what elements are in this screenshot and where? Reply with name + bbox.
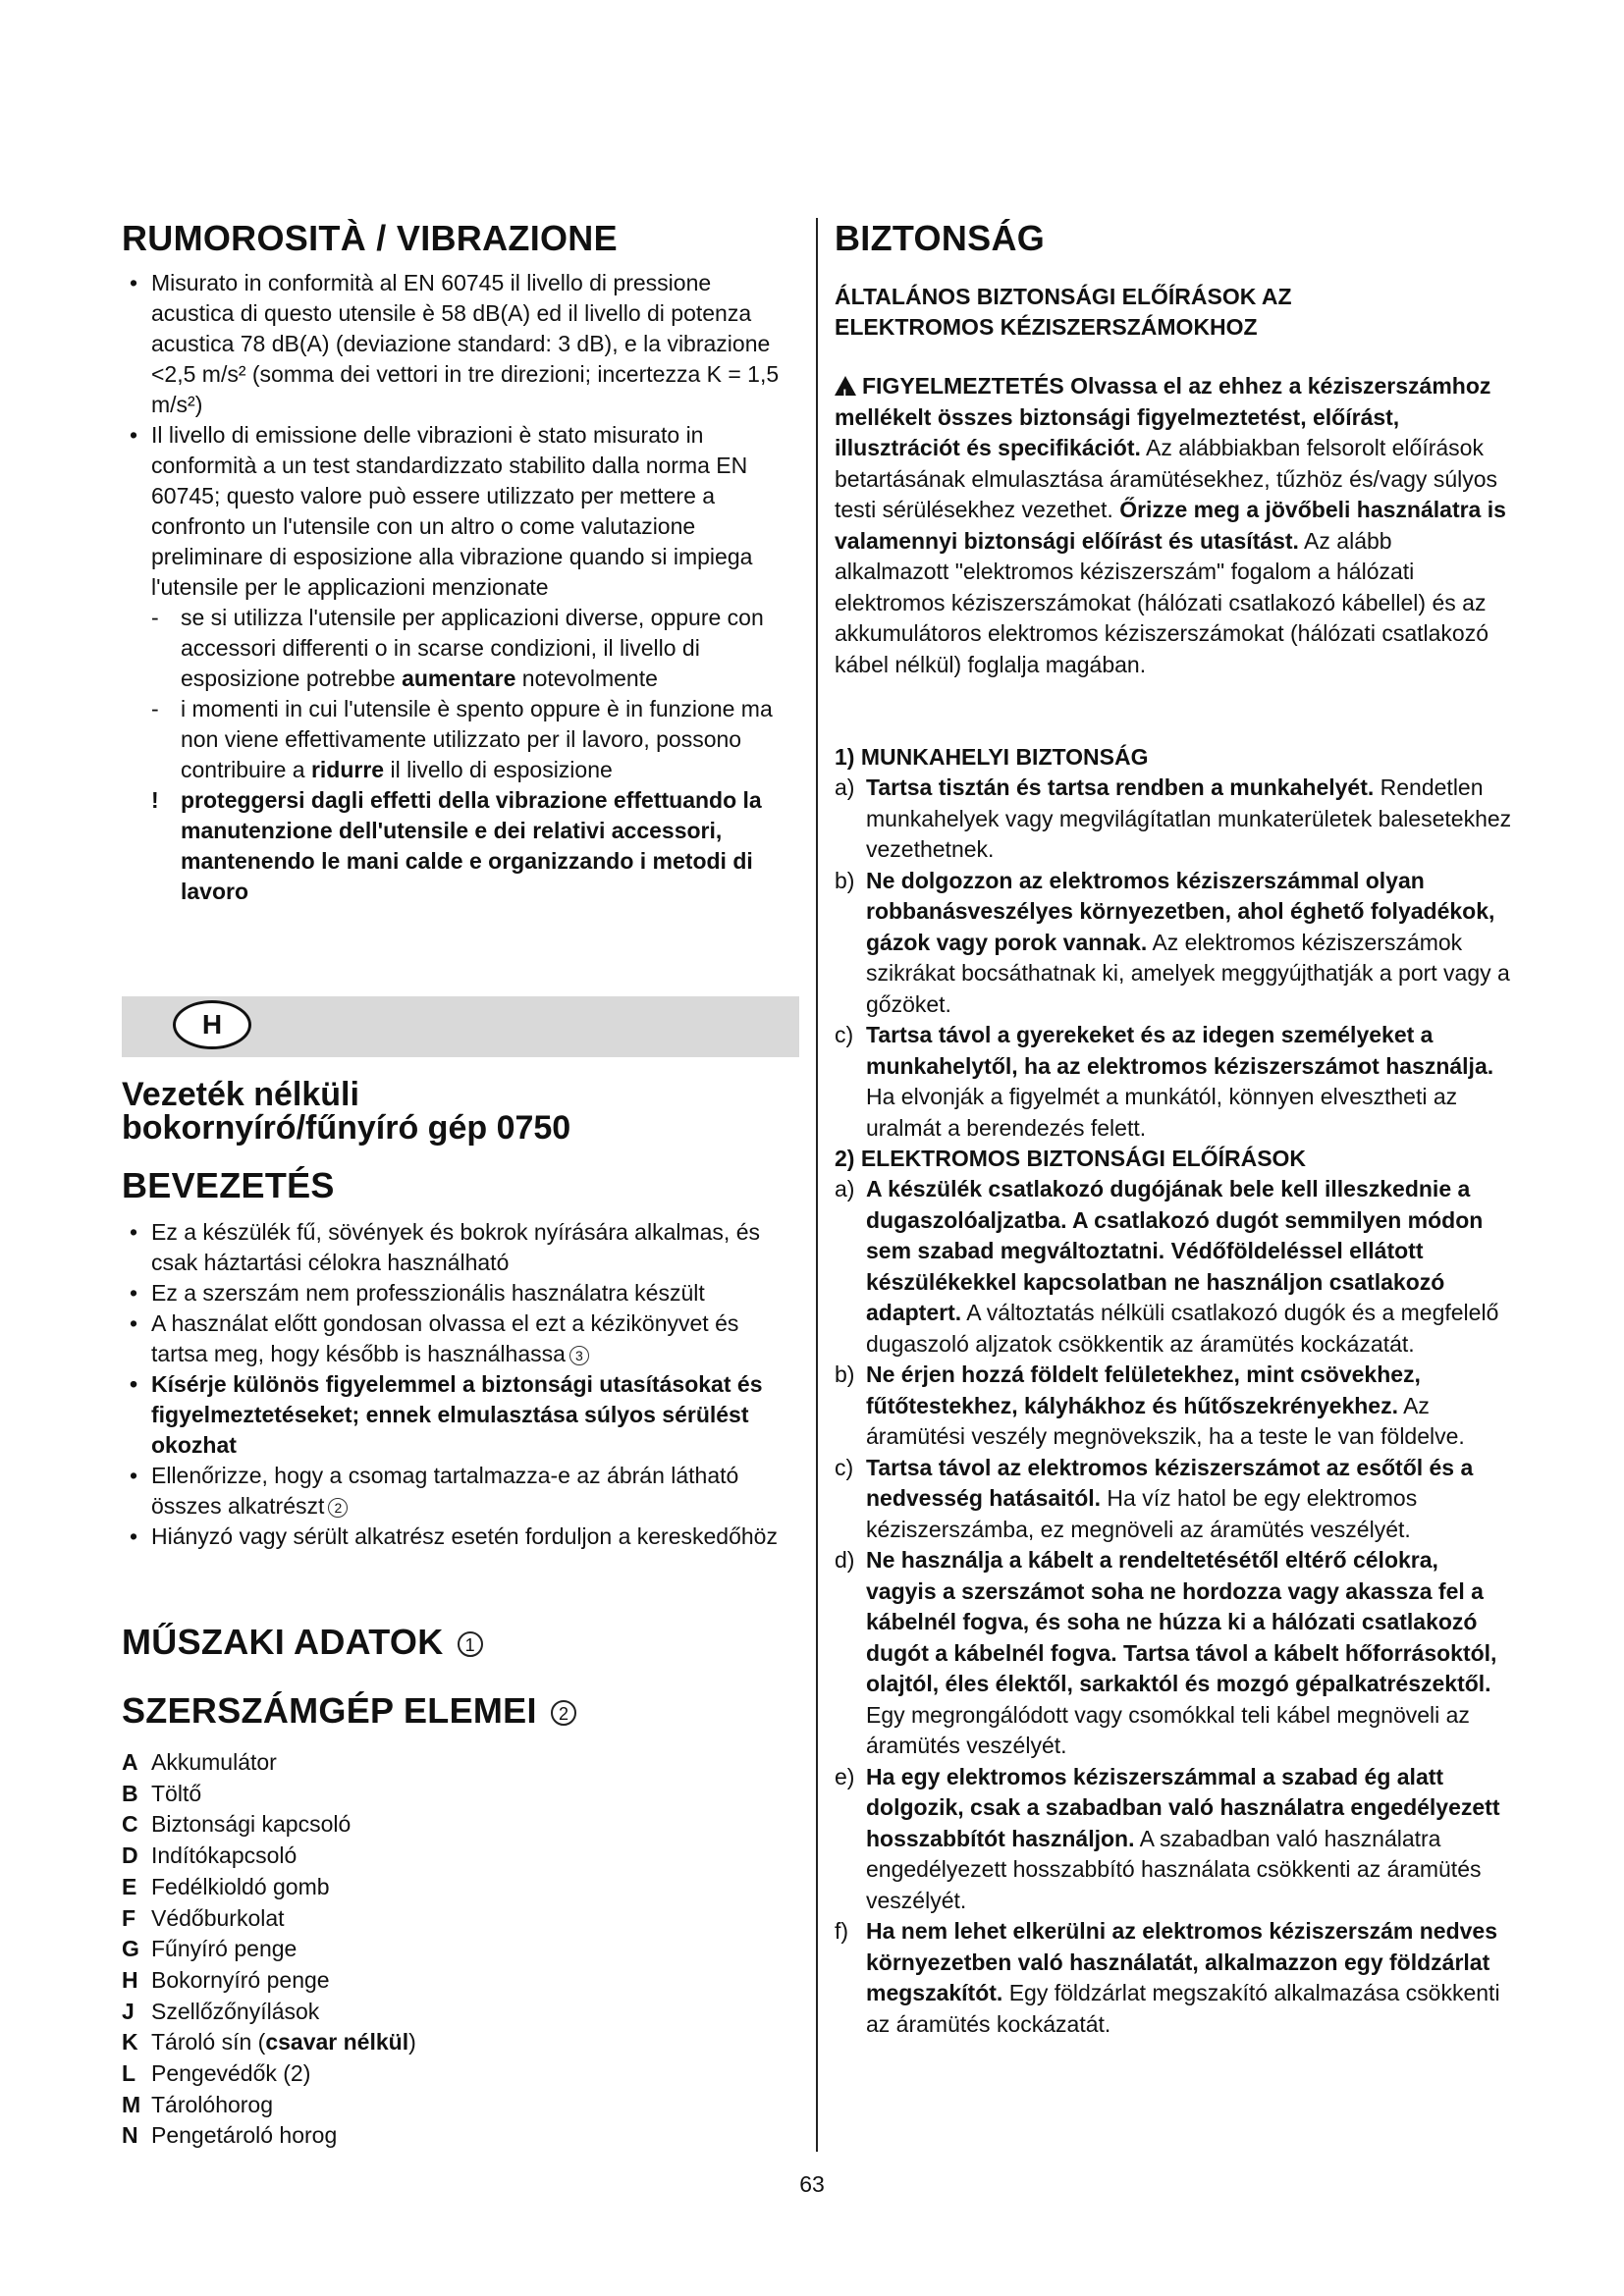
part-key: A	[122, 1749, 138, 1775]
figure-ref: 2	[551, 1700, 576, 1726]
list-item	[122, 603, 799, 694]
list-item-text: A használat előtt gondosan olvassa el ezt a kézikönyvet és tartsa meg, hogy később is használhassa	[151, 1310, 739, 1366]
list-item	[122, 1872, 416, 1903]
figure-ref: 2	[328, 1498, 348, 1518]
list-item	[835, 1545, 1512, 1762]
dash-text: il livello di esposizione	[384, 757, 613, 782]
item-text: Egy megrongálódott vagy csomókkal teli kábel megnöveli az áramütés veszélyét.	[866, 1701, 1470, 1758]
list-item	[122, 1308, 799, 1369]
list-item-text: Ellenőrizze, hogy a csomag tartalmazza-e az ábrán látható összes alkatrészt	[151, 1463, 739, 1519]
part-label: Szellőzőnyílások	[151, 1998, 320, 2024]
part-label: Tároló sín (	[151, 2029, 266, 2056]
warning-bold: FIGYELMEZTETÉS Olvassa el az ehhez a kéziszerszámhoz mellékelt összes biztonsági figyelmeztetést, előírást, illusztrációt és specifikációt.	[835, 373, 1491, 460]
section-title-intro: BEVEZETÉS	[122, 1165, 335, 1205]
part-key: J	[122, 1998, 135, 2024]
list-item	[122, 1903, 416, 1935]
dash-marker: -	[151, 696, 159, 721]
exclamation-marker: !	[151, 787, 159, 813]
list-item: • Ez a készülék fű, sövények és bokrok nyírására alkalmas, és csak háztartási célokra használható	[122, 1217, 799, 1278]
warning-text: Az alábbiakban felsorolt előírások betartásának elmulasztása áramütésekhez, tűzhöz és/vagy súlyos testi sérülésekhez vezethet.	[835, 435, 1498, 522]
list-item	[122, 2027, 416, 2058]
dash-text: se si utilizza l'utensile per applicazioni diverse, oppure con accessori differenti o in scarse condizioni, il livello di esposizione potrebbe	[181, 605, 764, 691]
part-key: F	[122, 1904, 136, 1931]
list-item: • Hiányzó vagy sérült alkatrész esetén forduljon a kereskedőhöz	[122, 1522, 799, 1552]
list-item	[835, 1453, 1512, 1546]
language-band	[122, 996, 799, 1057]
item-bold: Ne használja a kábelt a rendeltetésétől eltérő célokra, vagyis a szerszámot soha ne hordozza vagy akassza fel a kábelnél fogva, és soha ne húzza ki a hálózati csatlakozó dugót a kábelnél fogva. Tartsa távol a kábelt hőforrásoktól, olajtól, éles élektől, sarkaktól és mozgó gépalkatrészektől.	[866, 1547, 1497, 1696]
section-title-parts	[122, 1690, 576, 1732]
list-item	[835, 1174, 1512, 1360]
dash-text: notevolmente	[515, 666, 658, 691]
list-item	[122, 1809, 416, 1841]
part-key: H	[122, 1966, 138, 1993]
item-text: Ha víz hatol be egy elektromos kéziszerszámba, ez megnöveli az áramütés veszélyét.	[866, 1485, 1418, 1542]
item-bold: Ha egy elektromos kéziszerszámmal a szabad ég alatt dolgozik, csak a szabadban való használatra engedélyezett hosszabbítót használjon.	[866, 1763, 1500, 1851]
list-item	[122, 1965, 416, 1997]
warning-icon: !	[835, 376, 856, 396]
warning-paragraph	[835, 371, 1512, 680]
list-item	[122, 2120, 416, 2152]
dash-bold: ridurre	[310, 757, 385, 782]
list-item	[835, 1020, 1512, 1144]
part-label-bold: csavar nélkül	[265, 2029, 409, 2056]
item-text: A szabadban való használatra engedélyezett hosszabbító használata csökkenti az áramütés veszélyét.	[866, 1825, 1482, 1913]
item-marker: a)	[835, 774, 855, 800]
item-bold: Tartsa tisztán és tartsa rendben a munkahelyét.	[866, 774, 1375, 800]
part-label: Töltő	[151, 1780, 202, 1806]
part-label: Biztonsági kapcsoló	[151, 1811, 352, 1838]
list-item	[122, 2090, 416, 2121]
list-item	[122, 694, 799, 785]
part-label: Pengevédők (2)	[151, 2060, 311, 2087]
part-key: C	[122, 1811, 138, 1838]
part-label: Pengetároló horog	[151, 2122, 338, 2149]
item-text: Egy földzárlat megszakító alkalmazása csökkenti az áramütés kockázatát.	[866, 1980, 1500, 2037]
figure-ref: 3	[569, 1346, 589, 1365]
parts-title-text: SZERSZÁMGÉP ELEMEI	[122, 1690, 537, 1731]
part-label: Bokornyíró penge	[151, 1966, 330, 1993]
product-title-line: Vezeték nélküli	[122, 1076, 359, 1113]
list-item	[122, 1997, 416, 2028]
list-item	[835, 773, 1512, 866]
item-marker: b)	[835, 1362, 855, 1387]
item-marker: c)	[835, 1454, 854, 1480]
parts-list	[122, 1747, 416, 2152]
part-key: D	[122, 1842, 138, 1869]
warning-text: Az alább alkalmazott "elektromos kéziszerszám" fogalom a hálózati elektromos kéziszerszámokat (hálózati csatlakozó kábellel) és az akkumulátoros elektromos kéziszerszámokat (hálózati csatlakozó kábel nélkül) foglalja magában.	[835, 527, 1489, 677]
vibration-list	[122, 268, 799, 907]
item-marker: f)	[835, 1918, 849, 1944]
language-badge: H	[173, 1000, 251, 1049]
item-marker: c)	[835, 1022, 854, 1047]
list-item	[122, 1934, 416, 1965]
item-text: Ha elvonják a figyelmét a munkától, könnyen elvesztheti az uralmát a berendezés felett.	[866, 1084, 1458, 1141]
excl-text: proteggersi dagli effetti della vibrazione effettuando la manutenzione dell'utensile e dei relativi accessori, mantenendo le mani calde e organizzando i metodi di lavoro	[181, 787, 762, 904]
page-number: 63	[799, 2171, 825, 2197]
item-text: Rendetlen munkahelyek vagy megvilágítatlan munkaterületek balesetekhez vezethetnek.	[866, 774, 1512, 862]
list-item	[122, 785, 799, 907]
part-key: K	[122, 2029, 138, 2056]
list-item	[835, 1916, 1512, 2040]
safety-subtitle: ÁLTALÁNOS BIZTONSÁGI ELŐÍRÁSOK AZ ELEKTROMOS KÉZISZERSZÁMOKHOZ	[835, 284, 1292, 340]
figure-ref: 1	[458, 1631, 483, 1657]
part-key: G	[122, 1936, 139, 1962]
safety-rules	[835, 742, 1512, 2040]
part-key: M	[122, 2091, 141, 2117]
part-label: Indítókapcsoló	[151, 1842, 298, 1869]
subsection-title: 1) MUNKAHELYI BIZTONSÁG	[835, 744, 1149, 770]
dash-bold: aumentare	[402, 666, 516, 691]
part-label: Fedélkioldó gomb	[151, 1873, 330, 1899]
section-title-safety: BIZTONSÁG	[835, 218, 1046, 258]
list-item: • Misurato in conformità al EN 60745 il livello di pressione acustica di questo utensile è 58 dB(A) ed il livello di potenza acustica 78 dB(A) (deviazione standard: 3 dB), e la vibrazione <2,5 m/s² (somma dei vettori in tre direzioni; incertezza K = 1,5 m/s²)	[122, 268, 799, 420]
item-bold: Ne érjen hozzá földelt felületekhez, mint csövekhez, fűtőtestekhez, kályhákhoz és hűtőszekrényekhez.	[866, 1362, 1421, 1418]
column-divider	[816, 218, 818, 2152]
section-title-tech-data	[122, 1622, 483, 1663]
item-marker: a)	[835, 1176, 855, 1201]
list-item	[122, 1779, 416, 1810]
list-item: • Il livello di emissione delle vibrazioni è stato misurato in conformità a un test standardizzato stabilito dalla norma EN 60745; questo valore può essere utilizzato per mettere a confronto un l'utensile con un altro o come valutazione preliminare di esposizione alla vibrazione quando si impiega l'utensile per le applicazioni menzionate	[122, 420, 799, 603]
part-label: Fűnyíró penge	[151, 1936, 298, 1962]
list-item: • Kísérje különös figyelemmel a biztonsági utasításokat és figyelmeztetéseket; ennek elmulasztása súlyos sérülést okozhat	[122, 1369, 799, 1461]
item-text: A változtatás nélküli csatlakozó dugók és a megfelelő dugaszoló aljzatok csökkentik az áramütés kockázatát.	[866, 1300, 1499, 1357]
dash-marker: -	[151, 605, 159, 630]
part-key: E	[122, 1873, 137, 1899]
part-key: N	[122, 2122, 138, 2149]
dash-text: i momenti in cui l'utensile è spento oppure è in funzione ma non viene effettivamente utilizzato per il lavoro, possono contribuire a	[181, 696, 773, 782]
list-item	[835, 866, 1512, 1021]
warning-bold: Őrizze meg a jövőbeli használatra is valamennyi biztonsági előírást és utasítást.	[835, 497, 1506, 554]
list-item	[122, 2058, 416, 2090]
list-item	[122, 1841, 416, 1872]
part-label: )	[408, 2029, 416, 2056]
item-text: Az áramütési veszély megnövekszik, ha a teste le van földelve.	[866, 1392, 1465, 1449]
intro-list	[122, 1217, 799, 1552]
item-marker: d)	[835, 1547, 855, 1573]
list-item: • Ez a szerszám nem professzionális használatra készült	[122, 1278, 799, 1308]
product-title-line: bokornyíró/fűnyíró gép 0750	[122, 1109, 571, 1147]
subsection-title: 2) ELEKTROMOS BIZTONSÁGI ELŐÍRÁSOK	[835, 1146, 1307, 1171]
item-bold: A készülék csatlakozó dugójának bele kell illeszkednie a dugaszolóaljzatba. A csatlakozó dugót semmilyen módon sem szabad megváltoztatni. Védőföldeléssel ellátott készülékekkel kapcsolatban ne használjon csatlakozó adaptert.	[866, 1176, 1484, 1325]
list-item	[122, 1461, 799, 1522]
list-item	[835, 1762, 1512, 1917]
list-item	[835, 1360, 1512, 1453]
item-bold: Tartsa távol a gyerekeket és az idegen személyeket a munkahelytől, ha az elektromos kéziszerszámot használja.	[866, 1022, 1494, 1079]
section-title-noise-vibration: RUMOROSITÀ / VIBRAZIONE	[122, 218, 618, 258]
item-bold: Ha nem lehet elkerülni az elektromos kéziszerszám nedves környezetben való használatát, alkalmazzon egy földzárlat megszakítót.	[866, 1918, 1498, 2005]
part-label: Védőburkolat	[151, 1904, 285, 1931]
part-label: Akkumulátor	[151, 1749, 277, 1775]
part-key: L	[122, 2060, 136, 2087]
item-text: Az elektromos kéziszerszámok szikrákat bocsáthatnak ki, amelyek meggyújthatják a port vagy a gőzöket.	[866, 929, 1510, 1017]
product-title	[122, 1078, 570, 1145]
list-item	[122, 1747, 416, 1779]
item-bold: Ne dolgozzon az elektromos kéziszerszámmal olyan robbanásveszélyes környezetben, ahol éghető folyadékok, gázok vagy porok vannak.	[866, 867, 1495, 955]
part-label: Tárolóhorog	[151, 2091, 274, 2117]
part-key: B	[122, 1780, 138, 1806]
item-marker: b)	[835, 867, 855, 893]
tech-title-text: MŰSZAKI ADATOK	[122, 1622, 444, 1662]
item-marker: e)	[835, 1763, 855, 1789]
item-bold: Tartsa távol az elektromos kéziszerszámot az esőtől és a nedvesség hatásaitól.	[866, 1454, 1474, 1511]
